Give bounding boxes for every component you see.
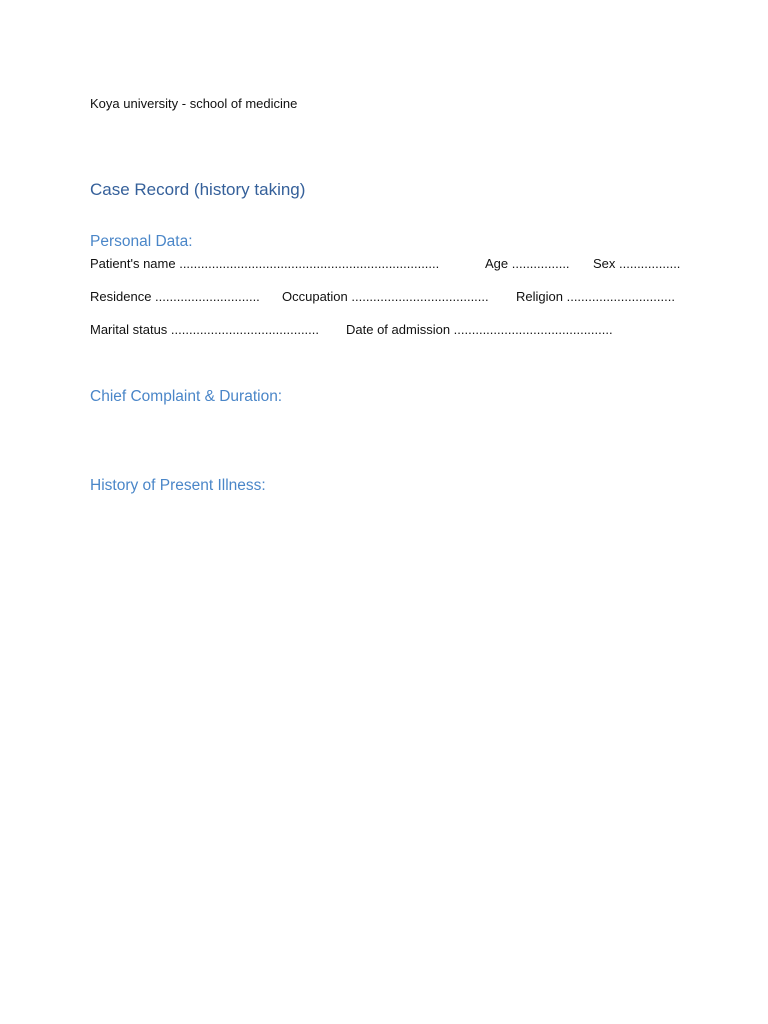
occupation-label: Occupation: [282, 289, 352, 304]
marital-status-field[interactable]: [90, 322, 319, 338]
religion-label: Religion: [516, 289, 567, 304]
personal-data-row-3: [90, 322, 682, 338]
date-of-admission-label: Date of admission: [346, 322, 454, 337]
residence-field[interactable]: [90, 289, 260, 305]
document-title: Case Record (history taking): [90, 180, 306, 199]
sex-blank[interactable]: .................: [619, 256, 681, 271]
patient-name-label: Patient's name: [90, 256, 180, 271]
religion-blank[interactable]: ..............................: [566, 289, 675, 304]
patient-name-blank[interactable]: ........................................................................: [179, 256, 440, 271]
institution-name: Koya university - school of medicine: [90, 96, 298, 111]
age-field[interactable]: [485, 256, 570, 272]
chief-complaint-heading: Chief Complaint & Duration:: [90, 388, 283, 405]
date-of-admission-blank[interactable]: ............................................: [453, 322, 613, 337]
sex-field[interactable]: [593, 256, 680, 272]
date-of-admission-field[interactable]: [346, 322, 613, 338]
residence-label: Residence: [90, 289, 156, 304]
marital-status-blank[interactable]: .........................................: [170, 322, 320, 337]
patient-name-field[interactable]: [90, 256, 439, 272]
age-blank[interactable]: ................: [511, 256, 570, 271]
history-present-illness-heading: History of Present Illness:: [90, 477, 266, 494]
marital-status-label: Marital status: [90, 322, 171, 337]
personal-data-heading: Personal Data:: [90, 233, 193, 250]
age-label: Age: [485, 256, 512, 271]
personal-data-row-1: [90, 256, 682, 272]
residence-blank[interactable]: .............................: [155, 289, 260, 304]
religion-field[interactable]: [516, 289, 675, 305]
sex-label: Sex: [593, 256, 620, 271]
occupation-blank[interactable]: ......................................: [351, 289, 489, 304]
occupation-field[interactable]: [282, 289, 489, 305]
personal-data-row-2: [90, 289, 682, 305]
